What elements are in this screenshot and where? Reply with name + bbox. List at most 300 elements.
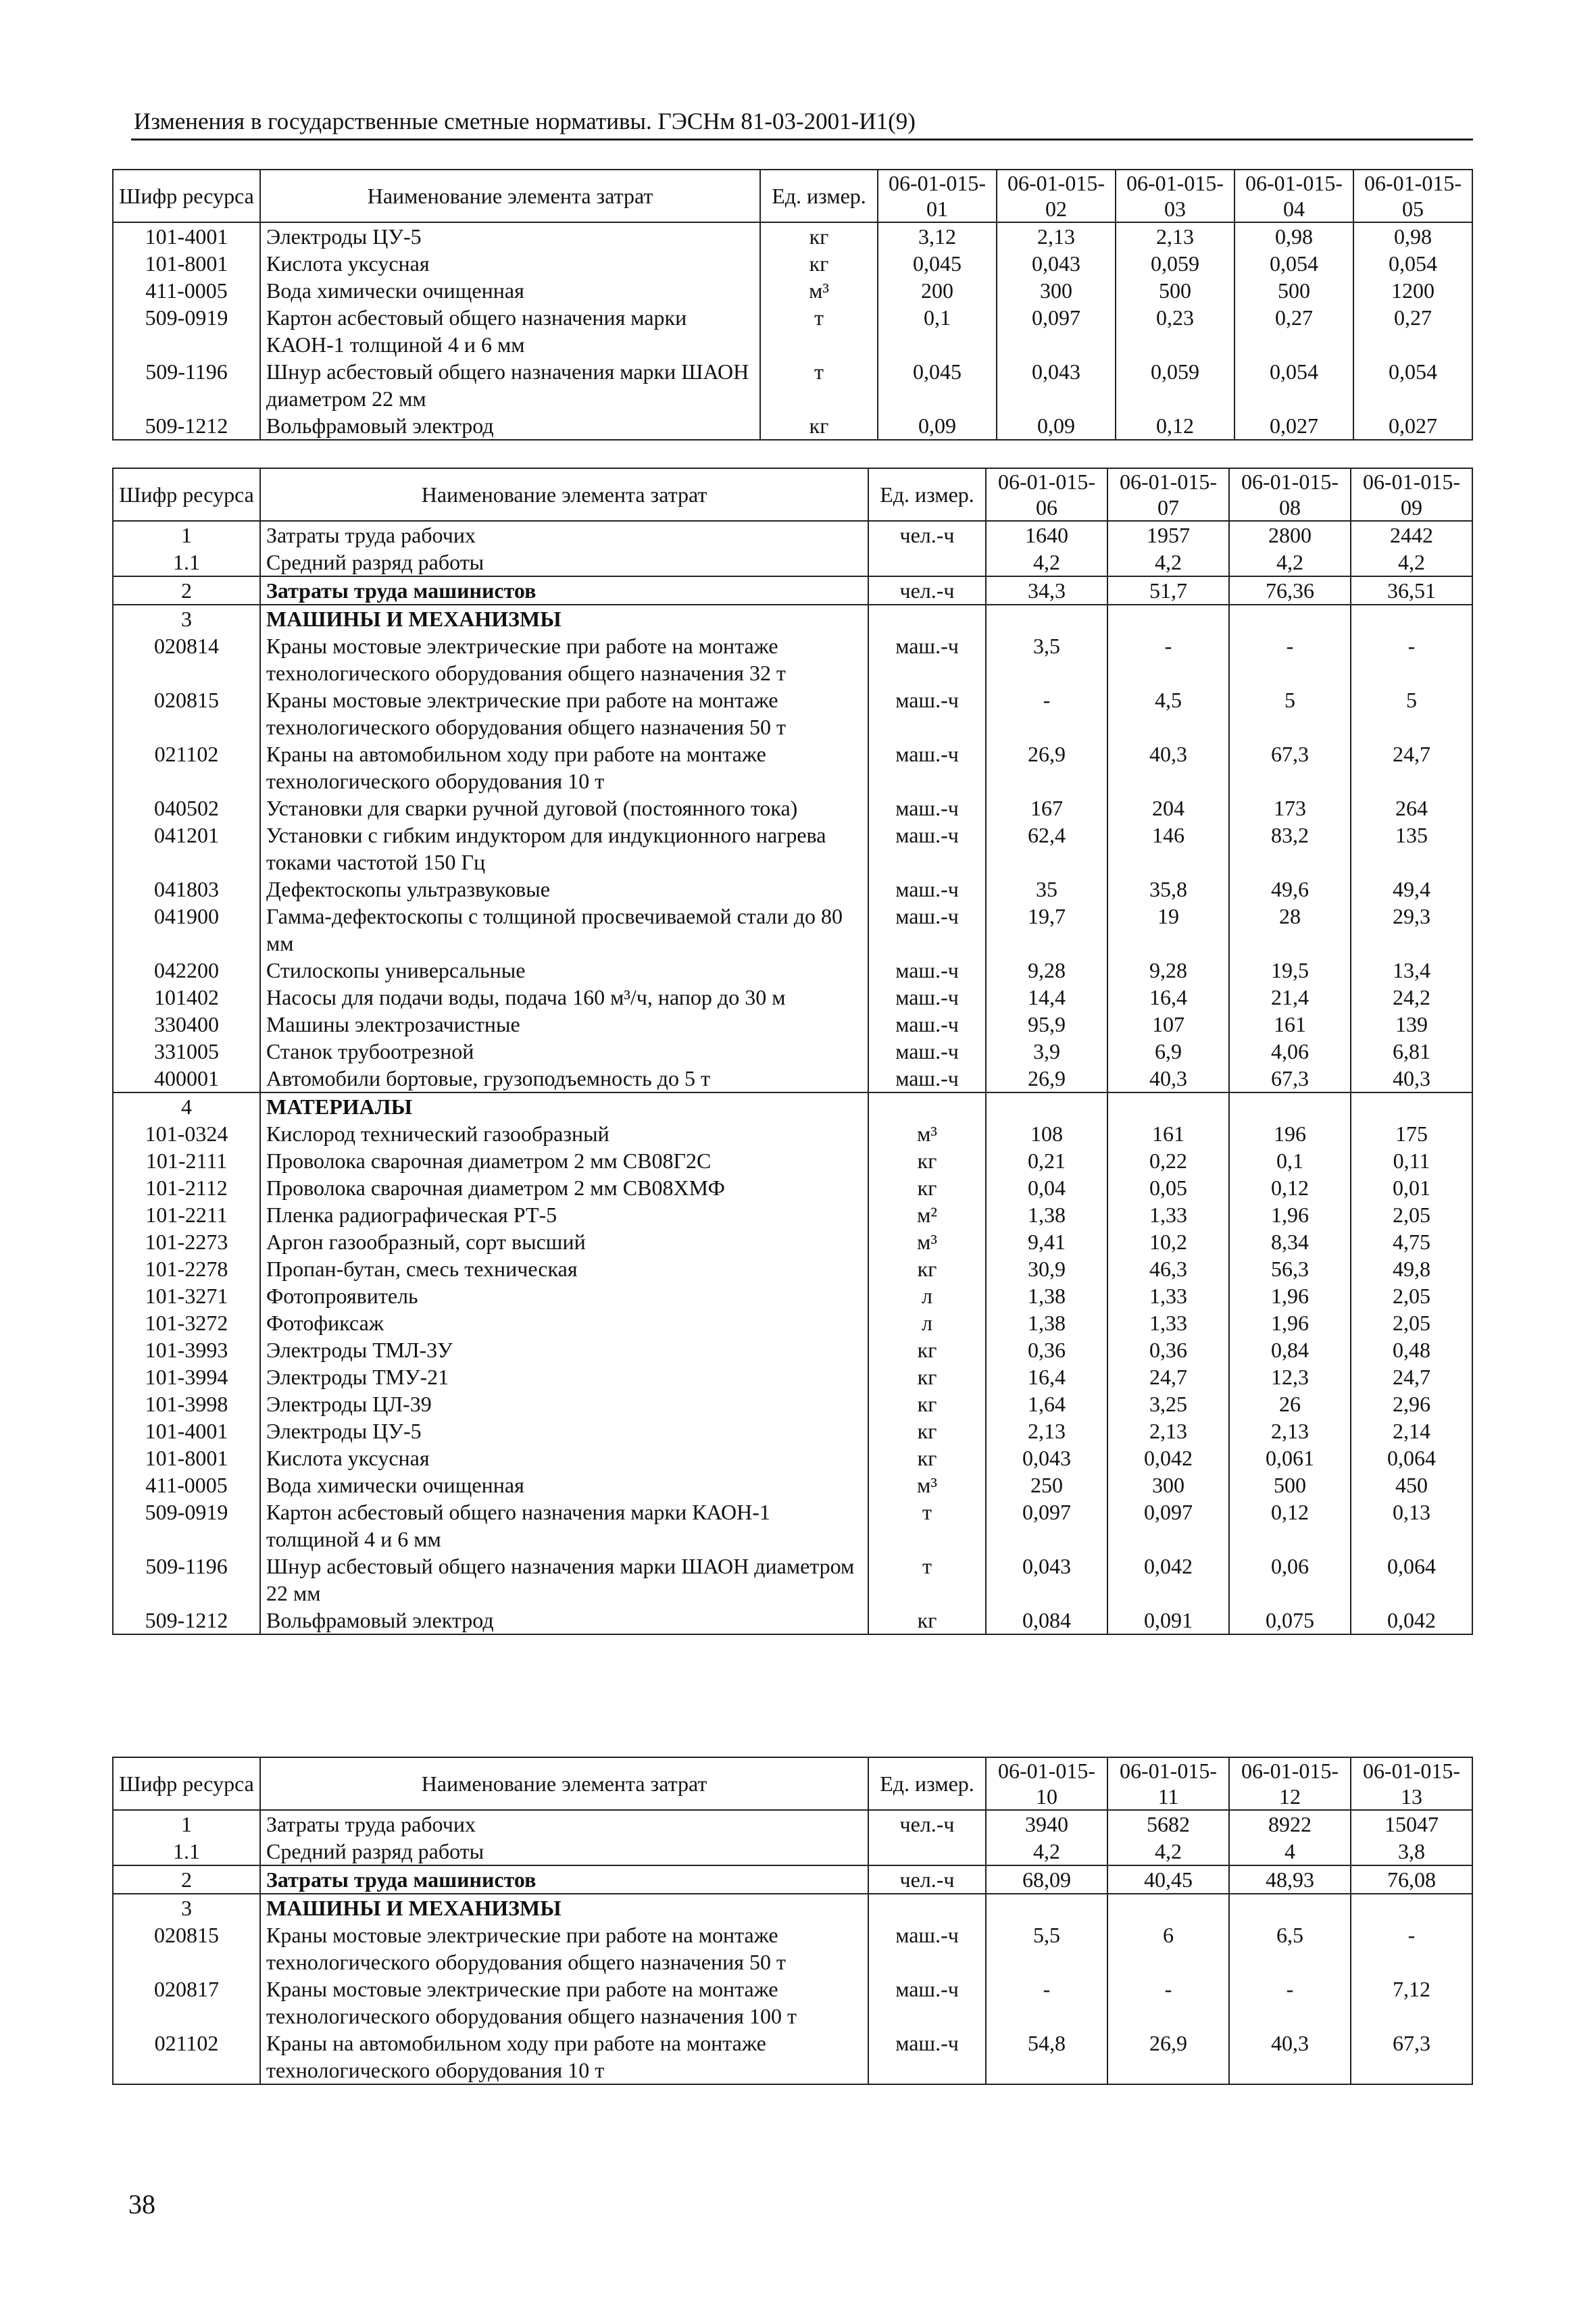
norm-value-cell: 35,8 <box>1107 876 1229 903</box>
norm-value-cell: 40,3 <box>1229 2030 1351 2084</box>
norm-value-cell <box>1107 1092 1229 1120</box>
unit-cell: кг <box>868 1390 986 1417</box>
norm-value-cell: 0,09 <box>878 412 997 440</box>
resource-code-cell: 1 <box>113 1810 260 1838</box>
table-row <box>113 1607 1472 1634</box>
resource-code-cell: 101-3998 <box>113 1390 260 1417</box>
table-header-row <box>113 468 1472 521</box>
norm-value-cell: 0,043 <box>997 250 1116 277</box>
resource-name-cell: Насосы для подачи воды, подача 160 м³/ч, напор до 30 м <box>260 984 868 1011</box>
norm-value-cell: 16,4 <box>1107 984 1229 1011</box>
norm-value-cell: 1,38 <box>986 1282 1107 1309</box>
norm-value-cell: 204 <box>1107 795 1229 822</box>
norm-value-cell: 0,061 <box>1229 1444 1351 1472</box>
column-header-unit: Ед. измер. <box>868 468 986 521</box>
table-row <box>113 1417 1472 1444</box>
table-row <box>113 1390 1472 1417</box>
resource-name-cell: Фотофиксаж <box>260 1309 868 1336</box>
norm-value-cell: 24,7 <box>1351 1363 1472 1390</box>
norm-value-cell: 30,9 <box>986 1255 1107 1282</box>
resource-code-cell: 101-3993 <box>113 1336 260 1363</box>
resource-code-cell: 509-1196 <box>113 1553 260 1607</box>
resource-code-cell: 020814 <box>113 632 260 686</box>
norm-value-cell: 0,027 <box>1235 412 1353 440</box>
resource-code-cell: 509-1212 <box>113 412 260 440</box>
norm-value-cell: 0,054 <box>1353 358 1472 412</box>
norm-value-cell: 21,4 <box>1229 984 1351 1011</box>
unit-cell: чел.-ч <box>868 1865 986 1894</box>
norm-value-cell: - <box>1107 1976 1229 2030</box>
resource-name-cell: Станок трубоотрезной <box>260 1038 868 1065</box>
resource-name-cell: Автомобили бортовые, грузоподъемность до 5 т <box>260 1065 868 1092</box>
unit-cell <box>868 1894 986 1921</box>
resource-name-cell: Дефектоскопы ультразвуковые <box>260 876 868 903</box>
norm-value-cell: 6,81 <box>1351 1038 1472 1065</box>
norm-value-cell: 0,36 <box>1107 1336 1229 1363</box>
norm-value-cell: 107 <box>1107 1011 1229 1038</box>
norm-value-cell: 0,12 <box>1116 412 1235 440</box>
resource-name-cell: Электроды ТМЛ-3У <box>260 1336 868 1363</box>
resource-name-cell: Электроды ЦУ-5 <box>260 1417 868 1444</box>
norm-value-cell: 68,09 <box>986 1865 1107 1894</box>
norm-value-cell: 10,2 <box>1107 1228 1229 1255</box>
resource-code-cell: 101-2273 <box>113 1228 260 1255</box>
norm-value-cell: 26,9 <box>986 740 1107 795</box>
column-header-norm: 06-01-015-06 <box>986 468 1107 521</box>
resource-code-cell: 101-8001 <box>113 1444 260 1472</box>
norm-value-cell: 1957 <box>1107 521 1229 549</box>
norm-value-cell: 40,3 <box>1107 740 1229 795</box>
norm-value-cell: 0,054 <box>1235 358 1353 412</box>
norm-value-cell: 0,27 <box>1353 304 1472 358</box>
norm-value-cell: 24,7 <box>1351 740 1472 795</box>
unit-cell: м³ <box>868 1472 986 1499</box>
unit-cell <box>868 1092 986 1120</box>
resource-name-cell: Средний разряд работы <box>260 1838 868 1865</box>
norm-value-cell: 76,36 <box>1229 576 1351 605</box>
norm-value-cell: 0,84 <box>1229 1336 1351 1363</box>
norm-value-cell: 0,12 <box>1229 1499 1351 1553</box>
resource-code-cell: 3 <box>113 605 260 632</box>
column-header-norm: 06-01-015-01 <box>878 170 997 222</box>
norm-value-cell: 2,05 <box>1351 1201 1472 1228</box>
norm-value-cell: 1200 <box>1353 277 1472 304</box>
resource-code-cell: 020815 <box>113 686 260 740</box>
norm-value-cell: 0,045 <box>878 358 997 412</box>
resource-name-cell: Электроды ЦУ-5 <box>260 222 760 250</box>
norm-value-cell: 40,3 <box>1351 1065 1472 1092</box>
resource-code-cell: 400001 <box>113 1065 260 1092</box>
resource-name-cell: Краны мостовые электрические при работе на монтаже технологического оборудования общего назначения 100 т <box>260 1976 868 2030</box>
table-row <box>113 1865 1472 1894</box>
norm-value-cell: 19,5 <box>1229 957 1351 984</box>
resource-name-cell: Затраты труда рабочих <box>260 1810 868 1838</box>
norm-value-cell: 9,28 <box>1107 957 1229 984</box>
resource-name-cell: Электроды ТМУ-21 <box>260 1363 868 1390</box>
norm-value-cell: 35 <box>986 876 1107 903</box>
norm-value-cell: 161 <box>1107 1120 1229 1147</box>
resource-name-cell: Затраты труда рабочих <box>260 521 868 549</box>
norm-value-cell: 450 <box>1351 1472 1472 1499</box>
norm-value-cell: 250 <box>986 1472 1107 1499</box>
norm-value-cell: 0,059 <box>1116 358 1235 412</box>
column-header-norm: 06-01-015-10 <box>986 1757 1107 1810</box>
table-row <box>113 1228 1472 1255</box>
norm-value-cell: 0,043 <box>986 1444 1107 1472</box>
resource-name-cell: Гамма-дефектоскопы с толщиной просвечиваемой стали до 80 мм <box>260 903 868 957</box>
resource-name-cell: Стилоскопы универсальные <box>260 957 868 984</box>
norm-value-cell: 108 <box>986 1120 1107 1147</box>
norm-value-cell: 40,3 <box>1107 1065 1229 1092</box>
norm-value-cell: 28 <box>1229 903 1351 957</box>
column-header-code: Шифр ресурса <box>113 468 260 521</box>
norm-value-cell: 139 <box>1351 1011 1472 1038</box>
resource-code-cell: 331005 <box>113 1038 260 1065</box>
resource-code-cell: 101-3271 <box>113 1282 260 1309</box>
table-row <box>113 1147 1472 1174</box>
table-row <box>113 1120 1472 1147</box>
norm-value-cell: 0,084 <box>986 1607 1107 1634</box>
table-row <box>113 304 1472 358</box>
unit-cell: кг <box>868 1147 986 1174</box>
table-row <box>113 1201 1472 1228</box>
table-row <box>113 876 1472 903</box>
unit-cell: кг <box>760 222 878 250</box>
norm-value-cell: 3,8 <box>1351 1838 1472 1865</box>
norm-value-cell: 0,097 <box>986 1499 1107 1553</box>
norm-value-cell: 1,38 <box>986 1201 1107 1228</box>
norm-value-cell: 62,4 <box>986 822 1107 876</box>
resource-name-cell: Пленка радиографическая РТ-5 <box>260 1201 868 1228</box>
resource-code-cell: 101-2211 <box>113 1201 260 1228</box>
resource-code-cell: 411-0005 <box>113 277 260 304</box>
norm-value-cell: 0,042 <box>1107 1444 1229 1472</box>
norm-value-cell: 0,075 <box>1229 1607 1351 1634</box>
resource-code-cell: 1 <box>113 521 260 549</box>
unit-cell: т <box>868 1553 986 1607</box>
unit-cell: кг <box>868 1607 986 1634</box>
norm-value-cell: 4,2 <box>1107 1838 1229 1865</box>
resource-name-cell: Вода химически очищенная <box>260 277 760 304</box>
unit-cell: т <box>760 304 878 358</box>
resource-code-cell: 021102 <box>113 740 260 795</box>
norm-value-cell: 0,48 <box>1351 1336 1472 1363</box>
column-header-norm: 06-01-015-09 <box>1351 468 1472 521</box>
resource-code-cell: 101-3994 <box>113 1363 260 1390</box>
table-row <box>113 984 1472 1011</box>
resource-code-cell: 101-2112 <box>113 1174 260 1201</box>
resource-name-cell: Вода химически очищенная <box>260 1472 868 1499</box>
table-row <box>113 1363 1472 1390</box>
table-row <box>113 1092 1472 1120</box>
norm-value-cell: 0,097 <box>1107 1499 1229 1553</box>
resource-name-cell: Проволока сварочная диаметром 2 мм СВ08Г2С <box>260 1147 868 1174</box>
resource-code-cell: 101-8001 <box>113 250 260 277</box>
column-header-unit: Ед. измер. <box>760 170 878 222</box>
norm-value-cell: 8,34 <box>1229 1228 1351 1255</box>
table-row <box>113 1174 1472 1201</box>
norm-value-cell: 2,13 <box>986 1417 1107 1444</box>
resource-name-cell: Краны на автомобильном ходу при работе на монтаже технологического оборудования 10 т <box>260 2030 868 2084</box>
norm-value-cell: 67,3 <box>1229 1065 1351 1092</box>
resource-name-cell: Краны мостовые электрические при работе на монтаже технологического оборудования общего назначения 50 т <box>260 1921 868 1976</box>
unit-cell: чел.-ч <box>868 521 986 549</box>
norm-value-cell: 3,5 <box>986 632 1107 686</box>
unit-cell: чел.-ч <box>868 576 986 605</box>
unit-cell: маш.-ч <box>868 2030 986 2084</box>
page-header-title: Изменения в государственные сметные нормативы. ГЭСНм 81-03-2001-И1(9) <box>134 108 916 134</box>
norm-value-cell: 26,9 <box>1107 2030 1229 2084</box>
resource-name-cell: МАТЕРИАЛЫ <box>260 1092 868 1120</box>
table-row <box>113 795 1472 822</box>
resource-code-cell: 509-0919 <box>113 1499 260 1553</box>
norm-value-cell: 14,4 <box>986 984 1107 1011</box>
resource-name-cell: Средний разряд работы <box>260 549 868 576</box>
norm-value-cell: 167 <box>986 795 1107 822</box>
norm-value-cell: 6,9 <box>1107 1038 1229 1065</box>
norm-value-cell: - <box>986 1976 1107 2030</box>
norm-value-cell <box>1351 1894 1472 1921</box>
norm-value-cell: 34,3 <box>986 576 1107 605</box>
norm-value-cell: 500 <box>1235 277 1353 304</box>
unit-cell: маш.-ч <box>868 903 986 957</box>
resource-code-cell: 101-2111 <box>113 1147 260 1174</box>
norm-value-cell: 24,7 <box>1107 1363 1229 1390</box>
table-row <box>113 1255 1472 1282</box>
norm-value-cell: 0,054 <box>1353 250 1472 277</box>
unit-cell: маш.-ч <box>868 1011 986 1038</box>
norm-value-cell <box>1229 1092 1351 1120</box>
unit-cell: л <box>868 1309 986 1336</box>
norm-value-cell: 0,042 <box>1107 1553 1229 1607</box>
resource-name-cell: Шнур асбестовый общего назначения марки ШАОН диаметром 22 мм <box>260 358 760 412</box>
norm-value-cell: 16,4 <box>986 1363 1107 1390</box>
norm-value-cell <box>986 605 1107 632</box>
resource-name-cell: Затраты труда машинистов <box>260 576 868 605</box>
unit-cell: т <box>868 1499 986 1553</box>
norm-value-cell: 0,064 <box>1351 1553 1472 1607</box>
table-row <box>113 549 1472 576</box>
resource-name-cell: Аргон газообразный, сорт высший <box>260 1228 868 1255</box>
table-row <box>113 250 1472 277</box>
table-row <box>113 1976 1472 2030</box>
table-row <box>113 358 1472 412</box>
norm-value-cell: 49,8 <box>1351 1255 1472 1282</box>
table-row <box>113 1038 1472 1065</box>
norm-value-cell: 6 <box>1107 1921 1229 1976</box>
norm-value-cell <box>1351 605 1472 632</box>
unit-cell: кг <box>868 1444 986 1472</box>
resource-code-cell: 2 <box>113 1865 260 1894</box>
norm-value-cell: 0,09 <box>997 412 1116 440</box>
resource-table-3 <box>112 1757 1473 2085</box>
norm-value-cell: 5 <box>1351 686 1472 740</box>
table-row <box>113 1309 1472 1336</box>
norm-value-cell: 12,3 <box>1229 1363 1351 1390</box>
norm-value-cell: 135 <box>1351 822 1472 876</box>
resource-name-cell: Вольфрамовый электрод <box>260 412 760 440</box>
page-number: 38 <box>128 2189 155 2219</box>
norm-value-cell: 2,13 <box>1229 1417 1351 1444</box>
unit-cell: кг <box>868 1363 986 1390</box>
norm-value-cell: - <box>1229 1976 1351 2030</box>
resource-name-cell: Краны мостовые электрические при работе на монтаже технологического оборудования общего назначения 50 т <box>260 686 868 740</box>
norm-value-cell: 0,36 <box>986 1336 1107 1363</box>
column-header-norm: 06-01-015-13 <box>1351 1757 1472 1810</box>
norm-value-cell: - <box>1107 632 1229 686</box>
norm-value-cell: 2800 <box>1229 521 1351 549</box>
norm-value-cell <box>986 1092 1107 1120</box>
table-row <box>113 1553 1472 1607</box>
norm-value-cell: 2,13 <box>997 222 1116 250</box>
resource-name-cell: Кислород технический газообразный <box>260 1120 868 1147</box>
norm-value-cell <box>1229 605 1351 632</box>
norm-value-cell: 0,043 <box>986 1553 1107 1607</box>
norm-value-cell: 3940 <box>986 1810 1107 1838</box>
unit-cell: м³ <box>760 277 878 304</box>
norm-value-cell: 6,5 <box>1229 1921 1351 1976</box>
norm-value-cell <box>1351 1092 1472 1120</box>
norm-value-cell: 3,12 <box>878 222 997 250</box>
norm-value-cell: 0,027 <box>1353 412 1472 440</box>
unit-cell: чел.-ч <box>868 1810 986 1838</box>
norm-value-cell: 0,98 <box>1353 222 1472 250</box>
norm-value-cell: 0,097 <box>997 304 1116 358</box>
norm-value-cell: 0,042 <box>1351 1607 1472 1634</box>
norm-value-cell: 56,3 <box>1229 1255 1351 1282</box>
table-header-row <box>113 170 1472 222</box>
unit-cell <box>868 605 986 632</box>
norm-value-cell: 95,9 <box>986 1011 1107 1038</box>
resource-code-cell: 040502 <box>113 795 260 822</box>
resource-name-cell: Электроды ЦЛ-39 <box>260 1390 868 1417</box>
unit-cell: кг <box>760 412 878 440</box>
norm-value-cell: 3,9 <box>986 1038 1107 1065</box>
norm-value-cell: 2442 <box>1351 521 1472 549</box>
norm-value-cell: 67,3 <box>1229 740 1351 795</box>
norm-value-cell: 1,33 <box>1107 1309 1229 1336</box>
norm-value-cell: 83,2 <box>1229 822 1351 876</box>
table-row <box>113 1921 1472 1976</box>
norm-value-cell: 200 <box>878 277 997 304</box>
norm-value-cell: 500 <box>1229 1472 1351 1499</box>
resource-code-cell: 020815 <box>113 1921 260 1976</box>
norm-value-cell: 0,27 <box>1235 304 1353 358</box>
norm-value-cell: 4,2 <box>1107 549 1229 576</box>
column-header-unit: Ед. измер. <box>868 1757 986 1810</box>
table-row <box>113 222 1472 250</box>
norm-value-cell: 40,45 <box>1107 1865 1229 1894</box>
unit-cell <box>868 549 986 576</box>
norm-value-cell: 0,043 <box>997 358 1116 412</box>
norm-value-cell: 2,13 <box>1116 222 1235 250</box>
norm-value-cell: 1,33 <box>1107 1201 1229 1228</box>
unit-cell: м³ <box>868 1228 986 1255</box>
column-header-name: Наименование элемента затрат <box>260 170 760 222</box>
resource-code-cell: 101402 <box>113 984 260 1011</box>
resource-code-cell: 101-3272 <box>113 1309 260 1336</box>
resource-name-cell: Проволока сварочная диаметром 2 мм СВ08ХМФ <box>260 1174 868 1201</box>
norm-value-cell: 4,2 <box>1229 549 1351 576</box>
resource-code-cell: 2 <box>113 576 260 605</box>
resource-table-1 <box>112 169 1473 441</box>
table-row <box>113 1444 1472 1472</box>
table-row <box>113 1499 1472 1553</box>
unit-cell: кг <box>868 1174 986 1201</box>
resource-table-2 <box>112 468 1473 1635</box>
column-header-norm: 06-01-015-04 <box>1235 170 1353 222</box>
norm-value-cell: 26,9 <box>986 1065 1107 1092</box>
resource-name-cell: Картон асбестовый общего назначения марки КАОН-1 толщиной 4 и 6 мм <box>260 1499 868 1553</box>
resource-code-cell: 041201 <box>113 822 260 876</box>
norm-value-cell: 0,064 <box>1351 1444 1472 1472</box>
norm-value-cell: 264 <box>1351 795 1472 822</box>
norm-value-cell: 9,41 <box>986 1228 1107 1255</box>
norm-value-cell: - <box>1351 632 1472 686</box>
resource-name-cell: Картон асбестовый общего назначения марки КАОН-1 толщиной 4 и 6 мм <box>260 304 760 358</box>
norm-value-cell: 29,3 <box>1351 903 1472 957</box>
norm-value-cell: 0,22 <box>1107 1147 1229 1174</box>
norm-value-cell: 0,06 <box>1229 1553 1351 1607</box>
unit-cell: маш.-ч <box>868 740 986 795</box>
norm-value-cell: - <box>1229 632 1351 686</box>
norm-value-cell: 51,7 <box>1107 576 1229 605</box>
table-row <box>113 822 1472 876</box>
norm-value-cell: 173 <box>1229 795 1351 822</box>
norm-value-cell: 0,091 <box>1107 1607 1229 1634</box>
norm-value-cell <box>1107 605 1229 632</box>
norm-value-cell: 46,3 <box>1107 1255 1229 1282</box>
norm-value-cell: 4,5 <box>1107 686 1229 740</box>
norm-value-cell: 49,4 <box>1351 876 1472 903</box>
resource-code-cell: 3 <box>113 1894 260 1921</box>
resource-code-cell: 021102 <box>113 2030 260 2084</box>
resource-name-cell: МАШИНЫ И МЕХАНИЗМЫ <box>260 1894 868 1921</box>
unit-cell: м³ <box>868 1120 986 1147</box>
resource-name-cell: Установки для сварки ручной дуговой (постоянного тока) <box>260 795 868 822</box>
resource-code-cell: 101-0324 <box>113 1120 260 1147</box>
resource-name-cell: Вольфрамовый электрод <box>260 1607 868 1634</box>
unit-cell: маш.-ч <box>868 1038 986 1065</box>
table-row <box>113 957 1472 984</box>
column-header-norm: 06-01-015-05 <box>1353 170 1472 222</box>
norm-value-cell: 1,96 <box>1229 1309 1351 1336</box>
norm-value-cell: 4,2 <box>986 549 1107 576</box>
resource-code-cell: 041900 <box>113 903 260 957</box>
norm-value-cell: 4,06 <box>1229 1038 1351 1065</box>
norm-value-cell: 1,96 <box>1229 1282 1351 1309</box>
norm-value-cell: 5 <box>1229 686 1351 740</box>
resource-code-cell: 1.1 <box>113 549 260 576</box>
column-header-norm: 06-01-015-02 <box>997 170 1116 222</box>
norm-value-cell: 4,75 <box>1351 1228 1472 1255</box>
table-row <box>113 686 1472 740</box>
norm-value-cell: 0,059 <box>1116 250 1235 277</box>
norm-value-cell: 36,51 <box>1351 576 1472 605</box>
column-header-norm: 06-01-015-03 <box>1116 170 1235 222</box>
unit-cell: маш.-ч <box>868 1065 986 1092</box>
norm-value-cell: 4,2 <box>986 1838 1107 1865</box>
resource-name-cell: Шнур асбестовый общего назначения марки ШАОН диаметром 22 мм <box>260 1553 868 1607</box>
table-header-row <box>113 1757 1472 1810</box>
table-row <box>113 1065 1472 1092</box>
norm-value-cell <box>1229 1894 1351 1921</box>
resource-code-cell: 101-4001 <box>113 1417 260 1444</box>
table-row <box>113 1810 1472 1838</box>
column-header-norm: 06-01-015-11 <box>1107 1757 1229 1810</box>
table-row <box>113 1336 1472 1363</box>
norm-value-cell: 9,28 <box>986 957 1107 984</box>
